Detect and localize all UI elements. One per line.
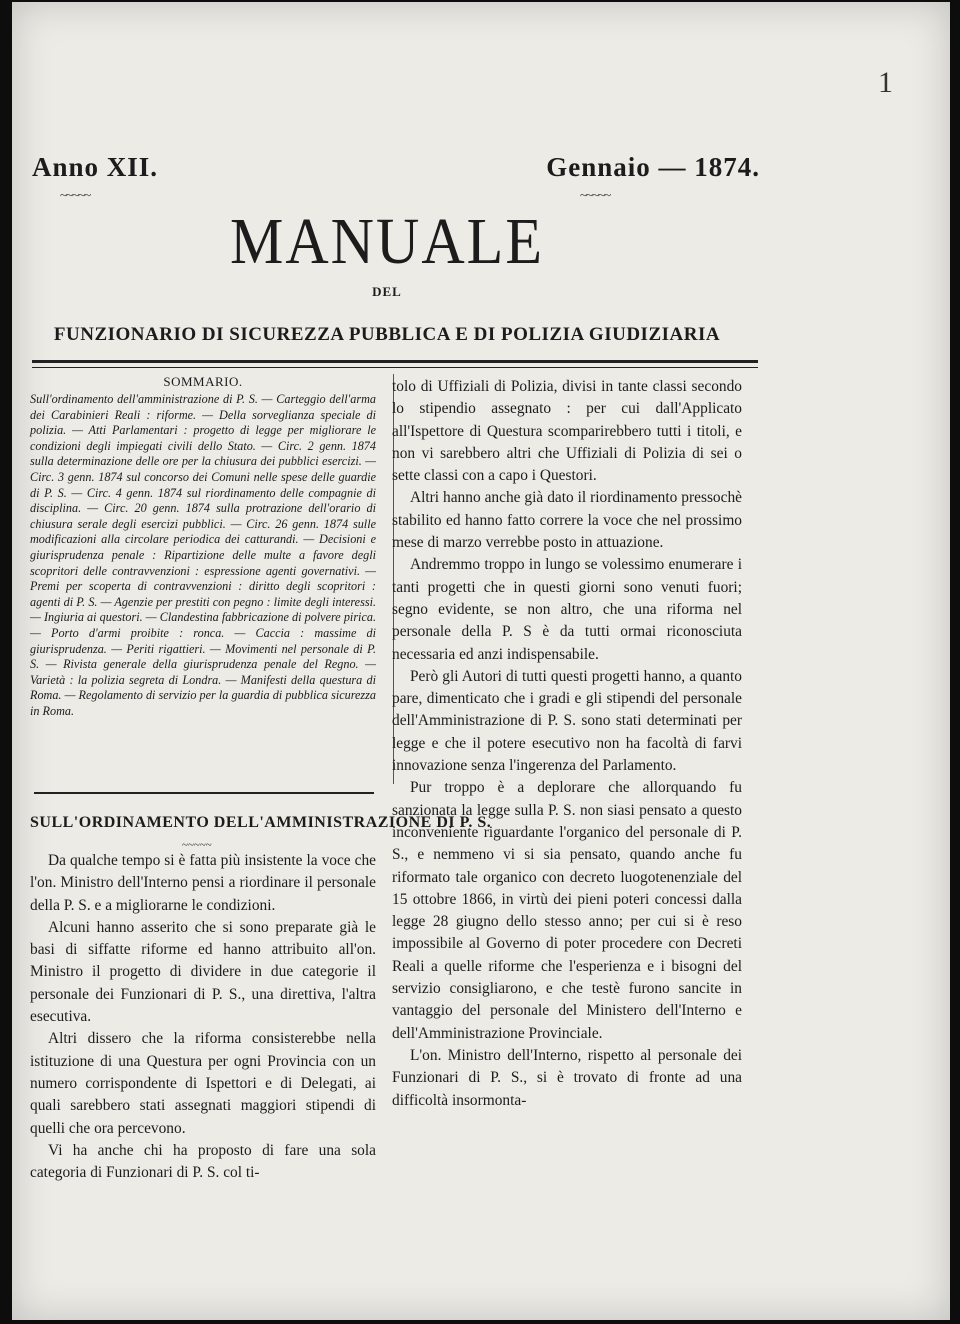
article-column-left xyxy=(30,850,376,1184)
sommario-heading: SOMMARIO. xyxy=(163,374,243,389)
ornament-right: ~~~~~ xyxy=(580,187,611,202)
article-paragraph: Da qualche tempo si è fatta più insistente la voce che l'on. Ministro dell'Interno pensi a riordinare il personale della P. S. e a migliorarne le condizioni. xyxy=(30,852,376,914)
article-title: SULL'ORDINAMENTO DELL'AMMINISTRAZIONE DI P. S. xyxy=(30,814,492,831)
article-paragraph: tolo di Uffiziali di Polizia, divisi in tante classi secondo lo stipendio assegnato : per cui dall'Applicato all'Ispettore di Questura scomparirebbero tutti i titoli, e non vi sarebbero altri che Uffiziali di Polizia di sei o sette classi con a capo i Questori. xyxy=(392,378,742,485)
masthead-subtitle: FUNZIONARIO DI SICUREZZA PUBBLICA E DI POLIZIA GIUDIZIARIA xyxy=(53,324,721,345)
article-paragraph: Vi ha anche chi ha proposto di fare una sola categoria di Funzionari di P. S. col ti- xyxy=(30,1141,376,1182)
page-number-mark: 1 xyxy=(878,66,893,99)
article-paragraph: Altri dissero che la riforma consisterebbe nella istituzione di una Questura per ogni Provincia con un numero corrispondente di Ispettori e di Delegati, ai quali sarebbero stati assegnati maggiori stipendi di quelli che ora percevono. xyxy=(30,1030,376,1137)
article-paragraph: Però gli Autori di tutti questi progetti hanno, a quanto pare, dimenticato che i gradi e gli stipendi del personale dell'Amministrazione di P. S. sono stati determinati per legge e che il potere esecutivo non ha facoltà di farvi innovazione senza l'ingerenza del Parlamento. xyxy=(392,667,742,775)
masthead-del: DEL xyxy=(372,284,402,299)
article-paragraph: Andremmo troppo in lungo se volessimo enumerare i tanti progetti che in questi giorni sono venuti fuori; segno evidente, se non altro, che una riforma nel personale della P. S è da tutti ormai riconosciuta necessaria ed anzi indispensabile. xyxy=(392,556,742,663)
header-rule-thick xyxy=(32,360,758,363)
ornament-left: ~~~~~ xyxy=(60,187,91,202)
article-column-right xyxy=(392,376,742,1112)
article-paragraph: Pur troppo è a deplorare che allorquando fu sanzionata la legge sulla P. S. non siasi pensato a questo inconveniente riguardante l'organico del personale di P. S., e nemmeno vi si sia pensato, quando anche fu riformato tale organico con decreto luogotenenziale del 15 ottobre 1866, in virtù dei pieni poteri concessi dalla legge 28 giugno dello stesso anno; per cui si è reso impossibile al Governo di poter procedere con Decreti Reali a quelle riforme che l'esperienza e i bisogni del servizio consigliarono, e che testè furono sancite in vantaggio del personale del Ministero dell'Interno e dell'Amministrazione Provinciale. xyxy=(392,779,742,1042)
article-paragraph: Altri hanno anche già dato il riordinamento pressochè stabilito ed hanno fatto correre la voce che nel prossimo mese di marzo verrebbe posto in attuazione. xyxy=(392,489,742,552)
article-ornament: ~~~~~ xyxy=(182,839,212,851)
sommario-block xyxy=(30,374,376,719)
section-rule-top xyxy=(34,792,374,794)
newspaper-page xyxy=(12,2,950,1320)
sommario-text: Sull'ordinamento dell'amministrazione di P. S. — Carteggio dell'arma dei Carabinieri Reali : riforme. — Della sorveglianza speciale di polizia. — Atti Parlamentari : progetto di legge per migliorare le condizioni degli impiegati civili dello Stato. — Circ. 2 genn. 1874 sulla determinazione delle ore per la chiusura dei pubblici esercizi. — Circ. 3 genn. 1874 sul concorso dei Comuni nelle spese delle guardie di P. S. — Circ. 4 genn. 1874 sul riordinamento delle compagnie di disciplina. — Circ. 20 genn. 1874 sulla protrazione dell'orario di chiusura serale degli esercizi pubblici. — Circ. 26 genn. 1874 sulle modificazioni alla circolare periodica dei catturandi. — Decisioni e giurisprudenza penale : Ripartizione delle multe a favore degli scopritori delle contravvenzioni : espressione agenti governativi. — Premi per scoperta di contravvenzioni : diritto degli scopritori : agenti di P. S. — Agenzie per prestiti con pegno : limite degli interessi. — Ingiuria ai questori. — Clandestina fabbricazione di polvere pirica. — Porto d'armi proibite : ronca. — Caccia : massime di giurisprudenza. — Periti rigattieri. — Movimenti nel personale di P. S. — Rivista generale della giurisprudenza penale del Regno. — Varietà : la polizia segreta di Londra. — Manifesti della questura di Roma. — Regolamento di servizio per la guardia di pubblica sicurezza in Roma. xyxy=(30,392,376,718)
header-rule-thin xyxy=(32,367,758,368)
issue-date: Gennaio — 1874. xyxy=(546,152,760,182)
issue-year: Anno XII. xyxy=(32,152,159,182)
article-paragraph: Alcuni hanno asserito che si sono preparate già le basi di siffatte riforme ed hanno attribuito all'on. Ministro il progetto di dividere in due categorie il personale dei Funzionari di P. S., una direttiva, l'altra esecutiva. xyxy=(30,918,376,1026)
article-paragraph: L'on. Ministro dell'Interno, rispetto al personale dei Funzionari di P. S., si è trovato di fronte ad una difficoltà insormonta- xyxy=(392,1046,742,1109)
masthead-title: MANUALE xyxy=(230,204,544,278)
